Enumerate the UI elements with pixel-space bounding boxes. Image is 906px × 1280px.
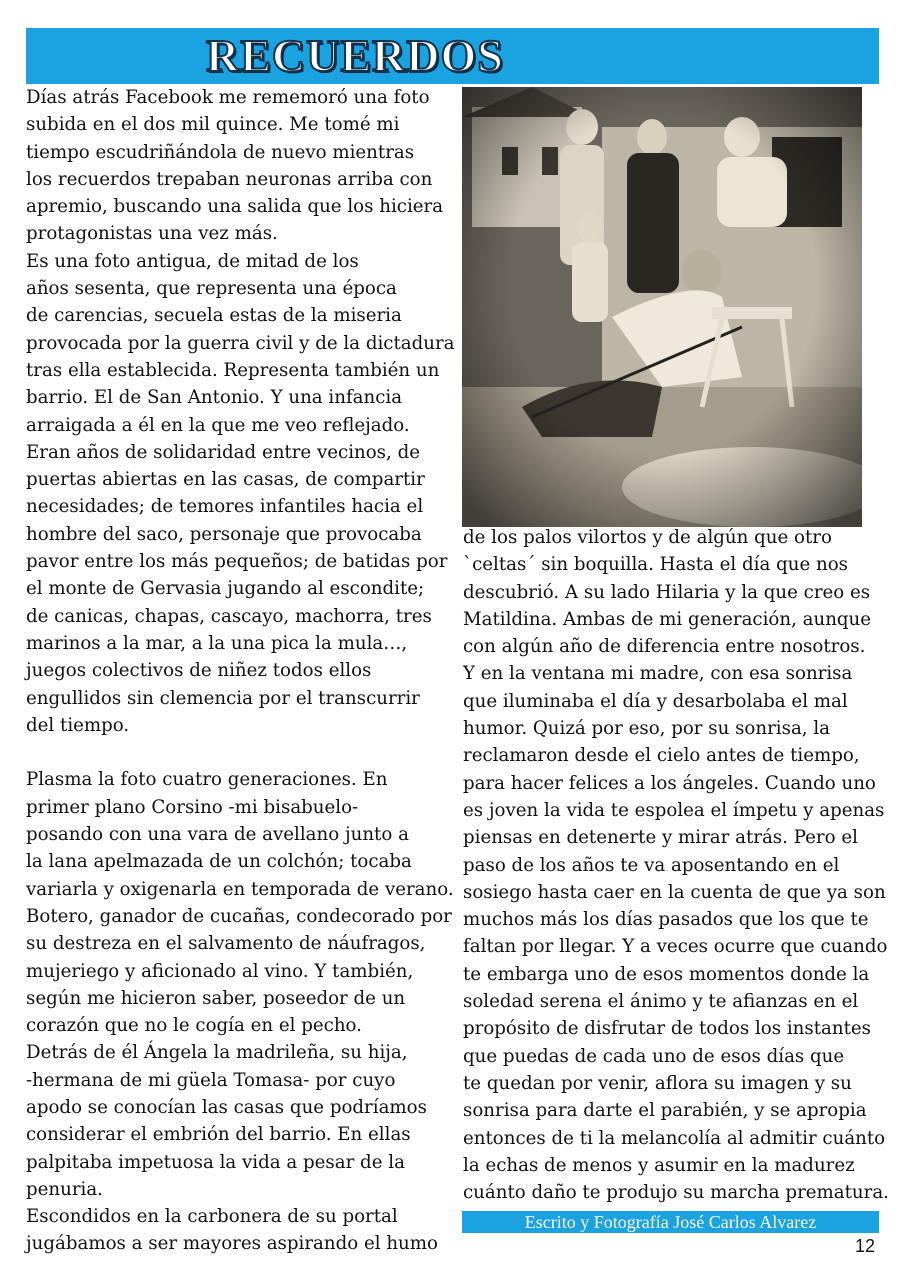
page-title: RECUERDOS bbox=[206, 30, 504, 81]
text-line: los recuerdos trepaban neuronas arriba con bbox=[26, 168, 433, 190]
text-line: mujeriego y aficionado al vino. Y también, bbox=[26, 960, 414, 982]
right-column bbox=[463, 524, 889, 1206]
text-line: su destreza en el salvamento de náufragos, bbox=[26, 933, 426, 955]
text-line: sonrisa para darte el parabién, y se apropia bbox=[463, 1100, 867, 1122]
text-line: Detrás de él Ángela la madrileña, su hija, bbox=[26, 1042, 408, 1064]
text-line: que iluminaba el día y desarbolaba el mal bbox=[463, 690, 848, 712]
text-line: Eran años de solidaridad entre vecinos, de bbox=[26, 441, 420, 463]
text-line: considerar el embrión del barrio. En ellas bbox=[26, 1124, 411, 1146]
text-line: tras ella establecida. Representa también un bbox=[26, 359, 440, 381]
text-line: Días atrás Facebook me rememoró una foto bbox=[26, 87, 430, 108]
text-line: con algún año de diferencia entre nosotros. bbox=[463, 636, 866, 658]
text-line: puertas abiertas en las casas, de compartir bbox=[26, 469, 425, 491]
text-line: apodo se conocían las casas que podríamos bbox=[26, 1096, 427, 1118]
text-line: soledad serena el ánimo y te afianzas en el bbox=[463, 991, 859, 1013]
text-line: descubrió. A su lado Hilaria y la que creo es bbox=[463, 581, 871, 603]
text-line: según me hicieron saber, poseedor de un bbox=[26, 987, 406, 1009]
text-line: faltan por llegar. Y a veces ocurre que cuando bbox=[463, 936, 888, 958]
text-line: el monte de Gervasia jugando al escondite; bbox=[26, 578, 425, 600]
text-line: Y en la ventana mi madre, con esa sonrisa bbox=[463, 663, 853, 685]
text-line: protagonistas una vez más. bbox=[26, 223, 278, 245]
text-line: de canicas, chapas, cascayo, machorra, tres bbox=[26, 605, 432, 627]
text-line: propósito de disfrutar de todos los instantes bbox=[463, 1018, 871, 1040]
page-number: 12 bbox=[855, 1236, 876, 1256]
vintage-family-photo-icon bbox=[462, 87, 862, 527]
text-line: arraigada a él en la que me veo reflejado. bbox=[26, 414, 410, 436]
text-line: humor. Quizá por eso, por su sonrisa, la bbox=[463, 718, 831, 740]
text-line: es joven la vida te espolea el ímpetu y apenas bbox=[463, 799, 885, 821]
text-line: variarla y oxigenarla en temporada de verano. bbox=[26, 878, 454, 900]
text-line: Botero, ganador de cucañas, condecorado por bbox=[26, 905, 452, 927]
text-line: marinos a la mar, a la una pica la mula…, bbox=[26, 632, 408, 654]
text-line: pavor entre los más pequeños; de batidas por bbox=[26, 551, 448, 573]
text-line: posando con una vara de avellano junto a bbox=[26, 824, 409, 846]
text-line: entonces de ti la melancolía al admitir cuánto bbox=[463, 1127, 886, 1149]
text-line: Plasma la foto cuatro generaciones. En bbox=[26, 769, 388, 791]
text-line: penuria. bbox=[26, 1178, 103, 1200]
text-line: primer plano Corsino -mi bisabuelo- bbox=[26, 796, 359, 818]
text-line: provocada por la guerra civil y de la dictadura bbox=[26, 332, 455, 354]
text-line: de los palos vilortos y de algún que otro bbox=[463, 527, 832, 548]
text-line: te quedan por venir, aflora su imagen y su bbox=[463, 1072, 852, 1094]
text-line: hombre del saco, personaje que provocaba bbox=[26, 523, 422, 545]
text-line: que puedas de cada uno de esos días que bbox=[463, 1045, 845, 1067]
text-line: corazón que no le cogía en el pecho. bbox=[26, 1015, 362, 1037]
text-line: reclamaron desde el cielo antes de tiempo, bbox=[463, 745, 860, 767]
text-line: del tiempo. bbox=[26, 714, 130, 736]
text-line: cuánto daño te produjo su marcha prematura. bbox=[463, 1182, 889, 1204]
text-line: sosiego hasta caer en la cuenta de que ya son bbox=[463, 881, 886, 903]
text-line: subida en el dos mil quince. Me tomé mi bbox=[26, 114, 400, 136]
text-line: juegos colectivos de niñez todos ellos bbox=[26, 660, 372, 682]
text-line: años sesenta, que representa una época bbox=[26, 278, 397, 300]
text-line: apremio, buscando una salida que los hiciera bbox=[26, 196, 444, 218]
text-line: muchos más los días pasados que los que te bbox=[463, 909, 869, 931]
text-line: necesidades; de temores infantiles hacia el bbox=[26, 496, 424, 518]
text-line: Escondidos en la carbonera de su portal bbox=[26, 1206, 398, 1228]
text-line: `celtas´ sin boquilla. Hasta el día que nos bbox=[463, 554, 848, 576]
left-column bbox=[26, 84, 456, 1258]
text-line bbox=[26, 739, 456, 766]
text-line: Es una foto antigua, de mitad de los bbox=[26, 250, 359, 272]
family-photo bbox=[462, 87, 862, 527]
text-line: Matildina. Ambas de mi generación, aunque bbox=[463, 608, 872, 630]
text-line: la echas de menos y asumir en la madurez bbox=[463, 1154, 855, 1176]
text-line: -hermana de mi güela Tomasa- por cuyo bbox=[26, 1069, 396, 1091]
text-line: paso de los años te va aposentando en el bbox=[463, 854, 840, 876]
text-line: para hacer felices a los ángeles. Cuando uno bbox=[463, 772, 876, 794]
text-line: engullidos sin clemencia por el transcurrir bbox=[26, 687, 420, 709]
text-line: la lana apelmazada de un colchón; tocaba bbox=[26, 851, 412, 873]
text-line: de carencias, secuela estas de la miseria bbox=[26, 305, 402, 327]
text-line: palpitaba impetuosa la vida a pesar de la bbox=[26, 1151, 405, 1173]
text-line: te embarga uno de esos momentos donde la bbox=[463, 963, 870, 985]
author-credit: Escrito y Fotografía José Carlos Alvarez bbox=[462, 1211, 879, 1233]
text-line: barrio. El de San Antonio. Y una infancia bbox=[26, 387, 403, 409]
text-line: tiempo escudriñándola de nuevo mientras bbox=[26, 141, 415, 163]
text-line: piensas en detenerte y mirar atrás. Pero el bbox=[463, 827, 858, 849]
text-line: jugábamos a ser mayores aspirando el humo bbox=[26, 1233, 438, 1255]
